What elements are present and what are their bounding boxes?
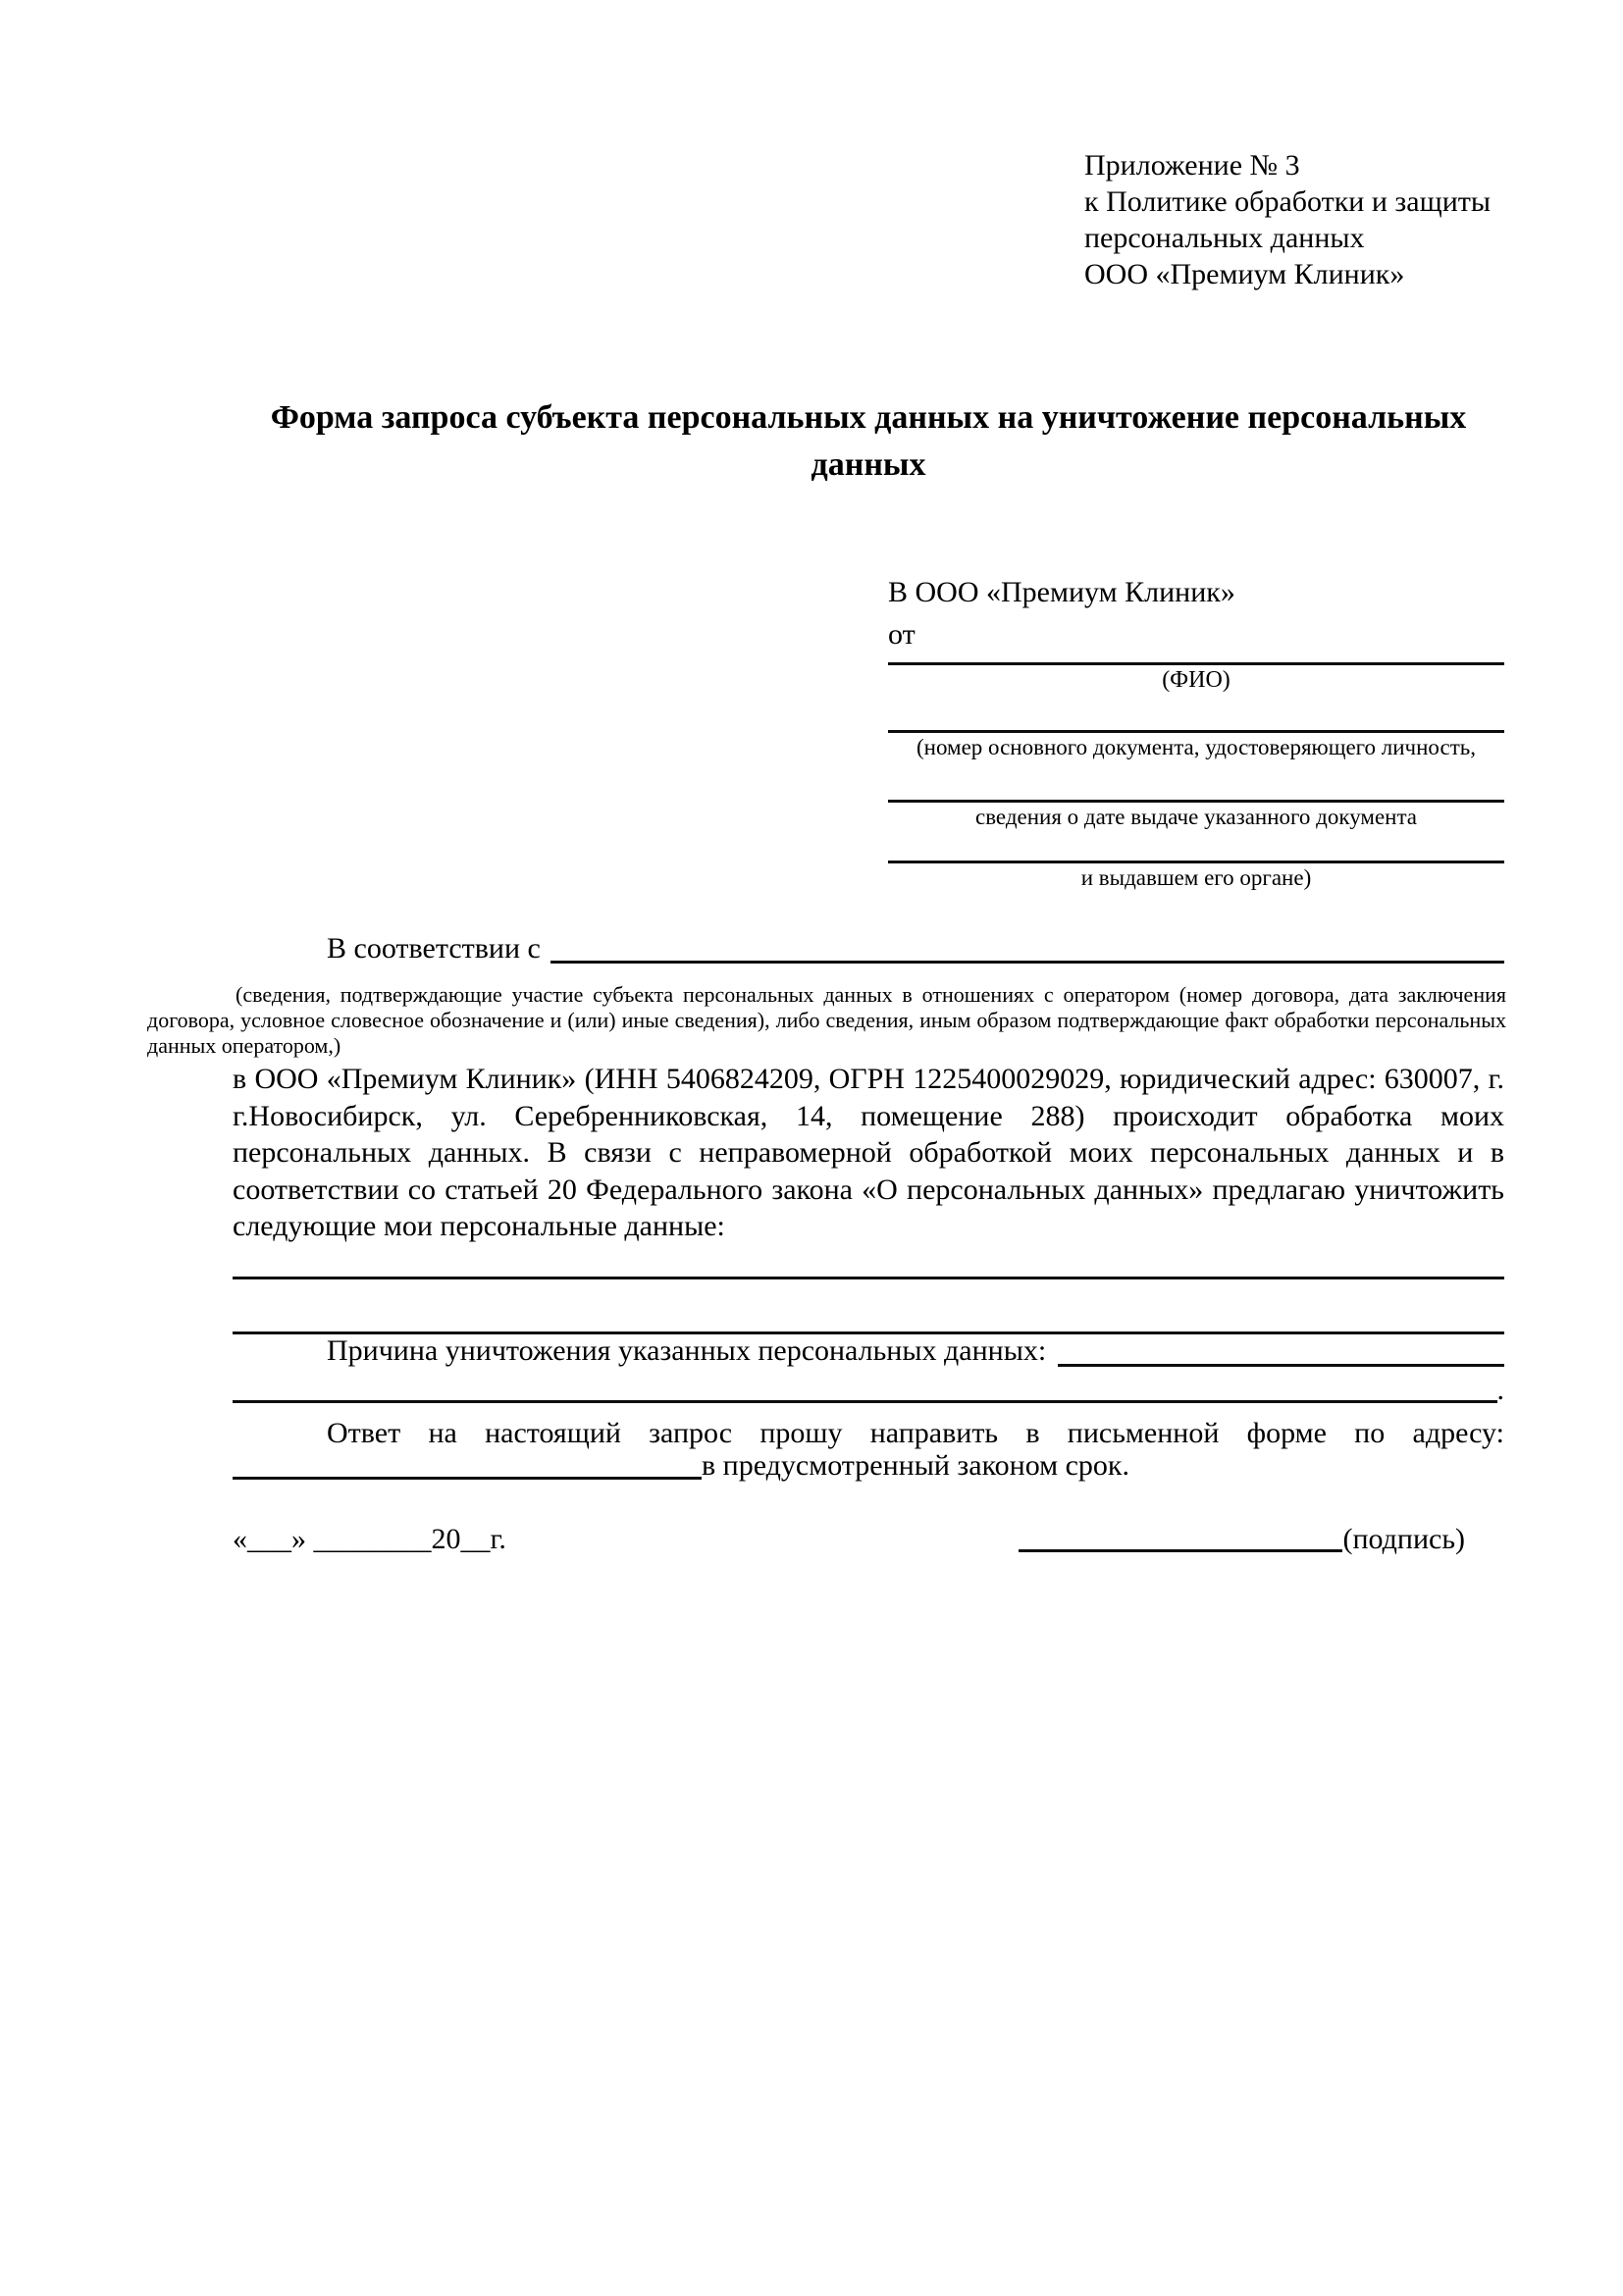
reason-continuation-row — [233, 1374, 1504, 1406]
signature-fill-line[interactable] — [1019, 1549, 1342, 1552]
page-title: Форма запроса субъекта персональных данных на уничтожение персональных данных — [270, 399, 1467, 483]
reason-label: Причина уничтожения указанных персональных данных: — [327, 1334, 1047, 1367]
fio-caption: (ФИО) — [1162, 667, 1230, 693]
reason-row — [233, 1331, 1504, 1370]
document-number-fill-line[interactable] — [888, 695, 1504, 733]
signature-caption: (подпись) — [1342, 1523, 1465, 1555]
appendix-header — [1084, 147, 1545, 292]
document-issuer-caption: и выдавшем его органе) — [1080, 865, 1312, 890]
response-request-line: Ответ на настоящий запрос прошу направить в письменной форме по адресу: — [327, 1417, 1504, 1449]
main-paragraph: в ООО «Премиум Клиник» (ИНН 5406824209, ОГРН 1225400029029, юридический адрес: 630007, г. г.Новосибирск, ул. Серебренниковская, 14, помещение 288) происходит обработка моих персональных данных. В связи с неправомерной обработкой моих персональных данных и в соответствии со статьей 20 Федерального закона «О персональных данных» предлагаю уничтожить следующие мои персональные данные: — [233, 1063, 1504, 1242]
document-issue-date-caption: сведения о дате выдаче указанного документа — [974, 805, 1418, 829]
appendix-header-line: Приложение № 3 — [1084, 149, 1300, 182]
explanatory-note: (сведения, подтверждающие участие субъекта персональных данных в отношениях с оператором (номер договора, дата заключения договора, условное словесное обозначение и (или) иные сведения), либо сведения, иным образом подтверждающие факт обработки персональных данных оператором,) — [147, 982, 1506, 1058]
accordance-label: В соответствии с — [327, 932, 541, 965]
from-label: от — [888, 618, 916, 651]
addressee-block — [888, 572, 1504, 893]
addressee-org: В ООО «Премиум Клиник» — [888, 576, 1235, 608]
date-blank-field[interactable]: «___» ________20__г. — [233, 1523, 506, 1555]
fio-fill-line[interactable] — [888, 656, 1504, 665]
accordance-row — [233, 928, 1504, 969]
address-fill-line[interactable] — [233, 1449, 702, 1480]
personal-data-fill-line-2[interactable] — [233, 1280, 1504, 1334]
reason-fill-line[interactable] — [1058, 1331, 1504, 1367]
appendix-header-line: персональных данных — [1084, 222, 1365, 254]
personal-data-fill-line-1[interactable] — [233, 1248, 1504, 1279]
document-number-caption: (номер основного документа, удостоверяющего личность, — [916, 735, 1476, 759]
document-issue-date-fill-line[interactable] — [888, 762, 1504, 803]
reason-fill-line-2[interactable] — [233, 1374, 1497, 1403]
response-tail-text: в предусмотренный законом срок. — [702, 1449, 1129, 1482]
document-issuer-fill-line[interactable] — [888, 832, 1504, 863]
sentence-period: . — [1496, 1374, 1504, 1406]
appendix-header-line: ООО «Премиум Клиник» — [1084, 258, 1405, 290]
accordance-fill-line[interactable] — [550, 928, 1504, 964]
footer-row — [233, 1519, 1504, 1560]
appendix-header-line: к Политике обработки и защиты — [1084, 185, 1492, 218]
response-address-row — [233, 1449, 1504, 1483]
